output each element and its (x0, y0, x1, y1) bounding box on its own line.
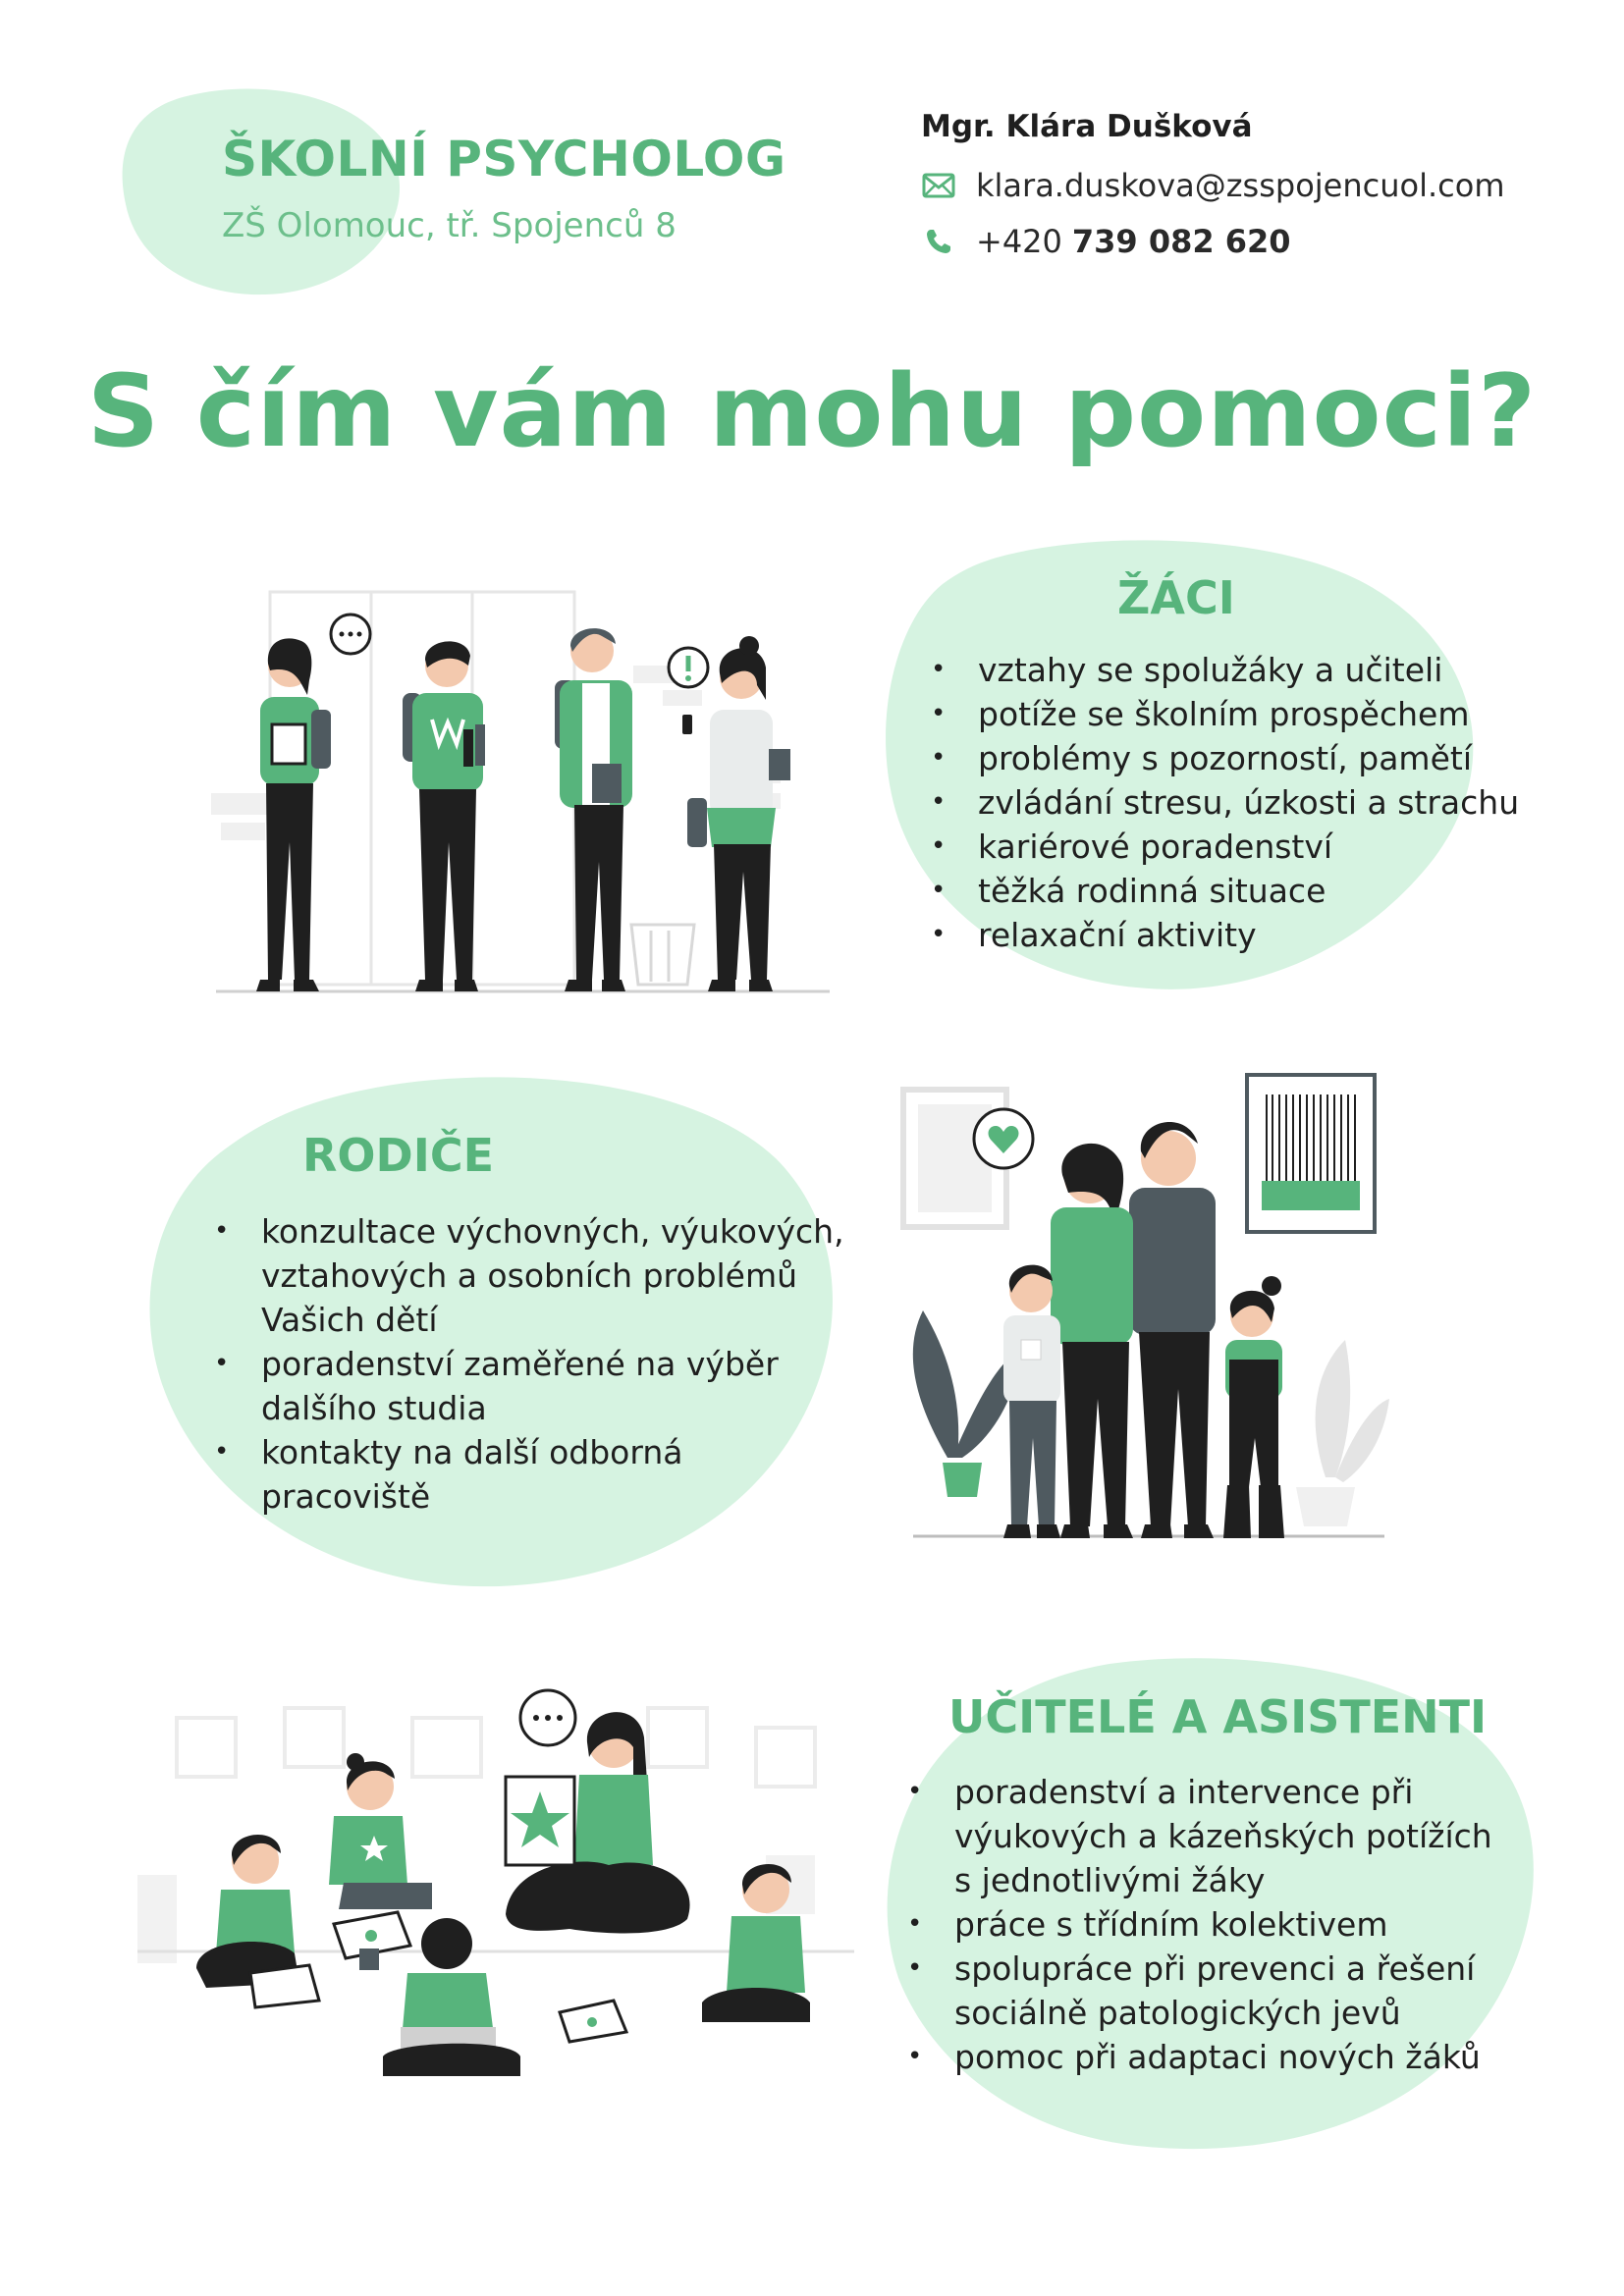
teachers-list (907, 1770, 1492, 2079)
list-item: • zvládání stresu, úzkosti a strachu (931, 780, 1519, 825)
students-title: ŽÁCI (1117, 571, 1235, 624)
phone-icon (921, 224, 956, 259)
list-item-line: pracoviště (261, 1477, 431, 1516)
contact-name: Mgr. Klára Dušková (921, 109, 1253, 144)
students-illustration (211, 587, 839, 1019)
header-title: ŠKOLNÍ PSYCHOLOG (222, 131, 786, 187)
header-blob (118, 86, 412, 302)
main-heading: S čím vám mohu pomoci? (86, 353, 1538, 470)
parents-list (214, 1209, 844, 1519)
list-item (907, 2035, 1492, 2079)
list-item: • kariérové poradenství (931, 825, 1519, 869)
list-item-line: sociálně patologických jevů (954, 1994, 1401, 2032)
students-list (931, 648, 1519, 957)
list-item-line: • konzultace výchovných, výukových, (261, 1212, 844, 1251)
header-subtitle: ZŠ Olomouc, tř. Spojenců 8 (222, 206, 677, 245)
list-item: • vztahy se spolužáky a učiteli (931, 648, 1519, 692)
contact-email-row (921, 167, 1505, 204)
family-illustration (893, 1065, 1394, 1575)
list-item: • relaxační aktivity (931, 913, 1519, 957)
list-item-line: výukových a kázeňských potížích (954, 1817, 1492, 1855)
list-item: • těžká rodinná situace (931, 869, 1519, 913)
contact-phone-row (921, 223, 1291, 260)
teachers-title: UČITELÉ A ASISTENTI (948, 1690, 1488, 1743)
parents-title: RODIČE (302, 1129, 495, 1182)
envelope-icon (921, 168, 956, 203)
list-item-line: • poradenství a intervence při (954, 1773, 1414, 1811)
list-item-line: • kontakty na další odborná (261, 1433, 683, 1471)
list-item (214, 1430, 844, 1519)
list-item (907, 1947, 1492, 2035)
phone-prefix: +420 (976, 223, 1062, 260)
list-item-line: • práce s třídním kolektivem (954, 1905, 1388, 1944)
list-item-line: • pomoc při adaptaci nových žáků (954, 2038, 1481, 2076)
list-item-line: • poradenství zaměřené na výběr (261, 1345, 779, 1383)
list-item-line: vztahových a osobních problémů (261, 1256, 798, 1295)
list-item-line: dalšího studia (261, 1389, 487, 1427)
classroom-illustration (137, 1688, 854, 2140)
contact-email[interactable]: klara.duskova@zsspojencuol.com (976, 167, 1505, 204)
list-item-line: Vašich dětí (261, 1301, 438, 1339)
list-item (214, 1342, 844, 1430)
list-item-line: • spolupráce při prevenci a řešení (954, 1949, 1476, 1988)
list-item (907, 1902, 1492, 1947)
phone-number[interactable]: 739 082 620 (1071, 223, 1291, 260)
list-item-line: s jednotlivými žáky (954, 1861, 1266, 1899)
list-item: • problémy s pozorností, pamětí (931, 736, 1519, 780)
list-item (214, 1209, 844, 1342)
list-item (907, 1770, 1492, 1902)
list-item: • potíže se školním prospěchem (931, 692, 1519, 736)
